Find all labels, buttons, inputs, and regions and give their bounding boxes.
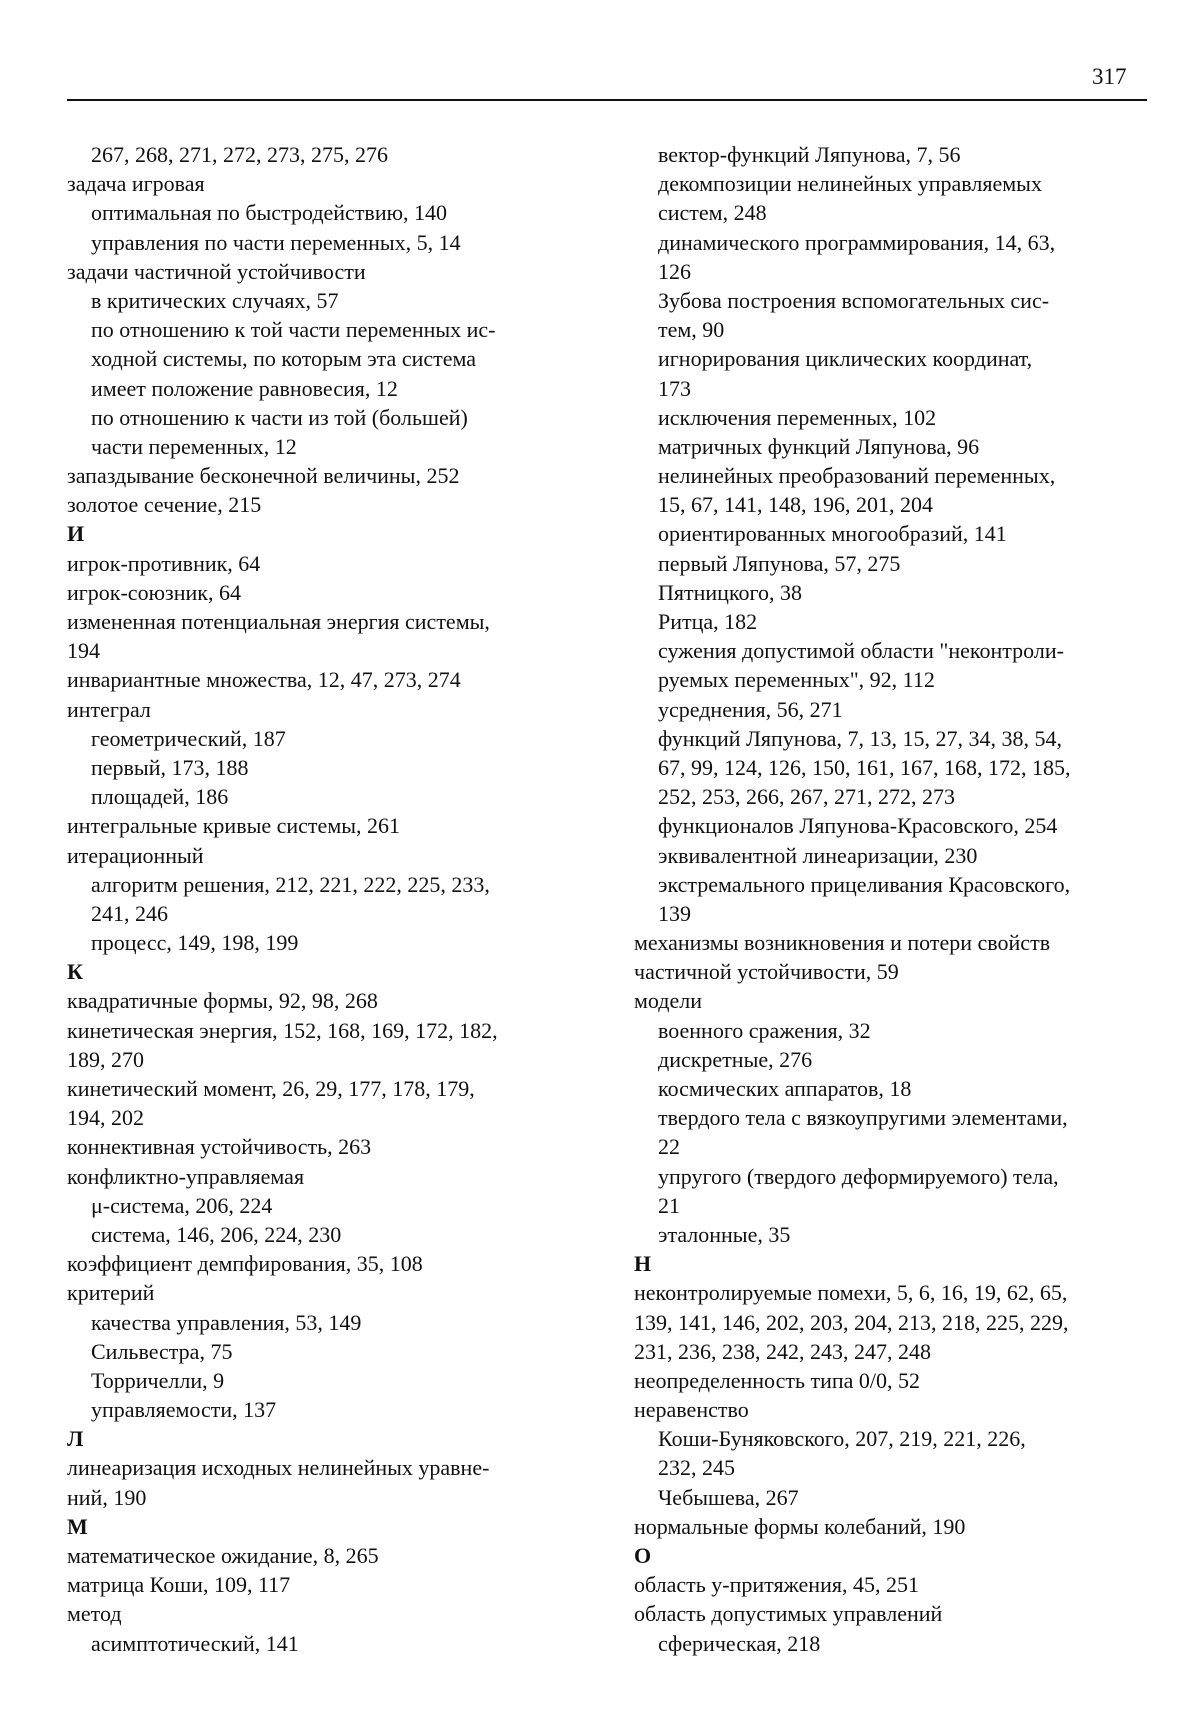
index-subentry: 241, 246: [91, 900, 168, 926]
index-subentry: система, 146, 206, 224, 230: [91, 1221, 342, 1247]
index-entry: игрок-противник, 64: [67, 550, 261, 576]
index-subentry: динамического программирования, 14, 63,: [658, 229, 1056, 255]
index-subentry: 139: [658, 900, 691, 926]
index-subentry: 15, 67, 141, 148, 196, 201, 204: [658, 492, 933, 518]
index-entry: кинетический момент, 26, 29, 177, 178, 179,: [67, 1076, 475, 1101]
index-entry: 139, 141, 146, 202, 203, 204, 213, 218, 225, 229,: [634, 1309, 1069, 1335]
index-entry: 194, 202: [67, 1105, 144, 1131]
index-subentry: качества управления, 53, 149: [91, 1309, 362, 1335]
index-subentry: управляемости, 137: [91, 1397, 277, 1423]
index-subentry: функционалов Ляпунова-Красовского, 254: [658, 813, 1058, 839]
index-subentry: оптимальная по быстродействию, 140: [91, 200, 448, 226]
index-subentry: дискретные, 276: [658, 1046, 813, 1072]
index-subentry: функций Ляпунова, 7, 13, 15, 27, 34, 38, 54,: [658, 725, 1062, 751]
index-subentry: в критических случаях, 57: [91, 287, 339, 313]
index-entry: 231, 236, 238, 242, 243, 247, 248: [634, 1338, 931, 1364]
index-column-left: [67, 140, 607, 1658]
index-subentry: 21: [658, 1192, 680, 1218]
index-subentry: по отношению к той части переменных ис-: [91, 317, 496, 343]
index-entry: матрица Коши, 109, 117: [67, 1572, 291, 1598]
index-subentry: Пятницкого, 38: [658, 579, 802, 605]
index-entry: конфликтно-управляемая: [67, 1163, 305, 1189]
index-entry: линеаризация исходных нелинейных уравне-: [67, 1455, 490, 1481]
index-subentry: эквивалентной линеаризации, 230: [658, 842, 978, 868]
index-subentry: космических аппаратов, 18: [658, 1076, 912, 1101]
index-subentry: сужения допустимой области "неконтроли-: [658, 638, 1064, 664]
index-subentry: ходной системы, по которым эта система: [91, 346, 477, 372]
index-subentry: первый, 173, 188: [91, 754, 249, 780]
index-subentry: усреднения, 56, 271: [658, 696, 843, 722]
index-subentry: управления по части переменных, 5, 14: [91, 229, 461, 255]
index-entry: неконтролируемые помехи, 5, 6, 16, 19, 62, 65,: [634, 1280, 1068, 1306]
index-column-right: [634, 140, 1174, 1658]
index-subentry: экстремального прицеливания Красовского,: [658, 871, 1071, 897]
index-subentry: игнорирования циклических координат,: [658, 346, 1033, 372]
index-entry: неопределенность типа 0/0, 52: [634, 1367, 921, 1393]
index-entry: критерий: [67, 1280, 155, 1306]
index-subentry: процесс, 149, 198, 199: [91, 930, 299, 956]
index-entry: квадратичные формы, 92, 98, 268: [67, 988, 378, 1014]
index-subentry: руемых переменных", 92, 112: [658, 667, 935, 693]
index-entry: коннективная устойчивость, 263: [67, 1134, 372, 1160]
index-subentry: тем, 90: [658, 317, 725, 343]
index-entry: итерационный: [67, 842, 204, 868]
index-entry: игрок-союзник, 64: [67, 579, 241, 605]
index-subentry: μ-система, 206, 224: [91, 1192, 273, 1218]
index-subentry: нелинейных преобразований переменных,: [658, 463, 1056, 489]
index-subentry: 67, 99, 124, 126, 150, 161, 167, 168, 172, 185,: [658, 754, 1071, 780]
index-subentry: 252, 253, 266, 267, 271, 272, 273: [658, 784, 955, 810]
index-subentry: 232, 245: [658, 1455, 735, 1481]
index-subentry: исключения переменных, 102: [658, 404, 937, 430]
index-entry: область допустимых управлений: [634, 1601, 943, 1627]
header-rule: [67, 99, 1147, 101]
index-letter-heading: Л: [67, 1426, 84, 1452]
index-entry: интегральные кривые системы, 261: [67, 813, 401, 839]
index-subentry: сферическая, 218: [658, 1630, 821, 1656]
index-subentry: вектор-функций Ляпунова, 7, 56: [658, 142, 961, 167]
index-subentry: военного сражения, 32: [658, 1017, 871, 1043]
index-subentry: Зубова построения вспомогательных сис-: [658, 287, 1050, 313]
index-subentry: асимптотический, 141: [91, 1630, 299, 1656]
index-entry: задачи частичной устойчивости: [67, 258, 366, 284]
index-letter-heading: К: [67, 959, 83, 985]
index-entry: золотое сечение, 215: [67, 492, 262, 518]
index-subentry: 267, 268, 271, 272, 273, 275, 276: [91, 142, 388, 167]
index-entry: 194: [67, 638, 100, 664]
index-entry: нормальные формы колебаний, 190: [634, 1513, 966, 1539]
index-entry: кинетическая энергия, 152, 168, 169, 172, 182,: [67, 1017, 498, 1043]
index-entry: 189, 270: [67, 1046, 144, 1072]
index-subentry: 126: [658, 258, 691, 284]
page-number: 317: [1092, 64, 1127, 89]
index-subentry: Коши-Буняковского, 207, 219, 221, 226,: [658, 1426, 1026, 1452]
index-subentry: Ритца, 182: [658, 609, 758, 634]
index-entry: интеграл: [67, 696, 151, 722]
index-entry: механизмы возникновения и потери свойств: [634, 930, 1051, 956]
index-entry: метод: [67, 1601, 122, 1627]
index-letter-heading: О: [634, 1543, 652, 1568]
index-subentry: алгоритм решения, 212, 221, 222, 225, 233,: [91, 871, 490, 897]
index-subentry: по отношению к части из той (большей): [91, 404, 468, 430]
index-letter-heading: М: [67, 1513, 88, 1539]
index-entry: частичной устойчивости, 59: [634, 959, 899, 985]
index-entry: неравенство: [634, 1397, 749, 1423]
index-subentry: твердого тела с вязкоупругими элементами,: [658, 1105, 1068, 1131]
index-letter-heading: И: [67, 521, 85, 547]
index-subentry: имеет положение равновесия, 12: [91, 375, 398, 401]
index-subentry: первый Ляпунова, 57, 275: [658, 550, 901, 576]
index-letter-heading: Н: [634, 1251, 652, 1277]
index-entry: коэффициент демпфирования, 35, 108: [67, 1251, 423, 1277]
index-subentry: Сильвестра, 75: [91, 1338, 233, 1364]
index-entry: инвариантные множества, 12, 47, 273, 274: [67, 667, 461, 693]
index-subentry: ориентированных многообразий, 141: [658, 521, 1007, 547]
index-subentry: декомпозиции нелинейных управляемых: [658, 171, 1042, 197]
index-subentry: площадей, 186: [91, 784, 229, 810]
index-entry: запаздывание бесконечной величины, 252: [67, 463, 460, 489]
index-subentry: систем, 248: [658, 200, 767, 226]
index-subentry: Чебышева, 267: [658, 1484, 799, 1510]
index-subentry: 22: [658, 1134, 680, 1160]
index-entry: ний, 190: [67, 1484, 147, 1510]
index-subentry: геометрический, 187: [91, 725, 286, 751]
index-subentry: части переменных, 12: [91, 433, 297, 459]
index-entry: измененная потенциальная энергия системы,: [67, 609, 490, 634]
index-subentry: упругого (твердого деформируемого) тела,: [658, 1163, 1059, 1189]
index-entry: математическое ожидание, 8, 265: [67, 1543, 379, 1568]
index-subentry: 173: [658, 375, 691, 401]
index-subentry: матричных функций Ляпунова, 96: [658, 433, 980, 459]
index-entry: область y-притяжения, 45, 251: [634, 1572, 919, 1598]
index-entry: модели: [634, 988, 702, 1014]
index-subentry: эталонные, 35: [658, 1221, 791, 1247]
index-entry: задача игровая: [67, 171, 205, 197]
index-subentry: Торричелли, 9: [91, 1367, 225, 1393]
